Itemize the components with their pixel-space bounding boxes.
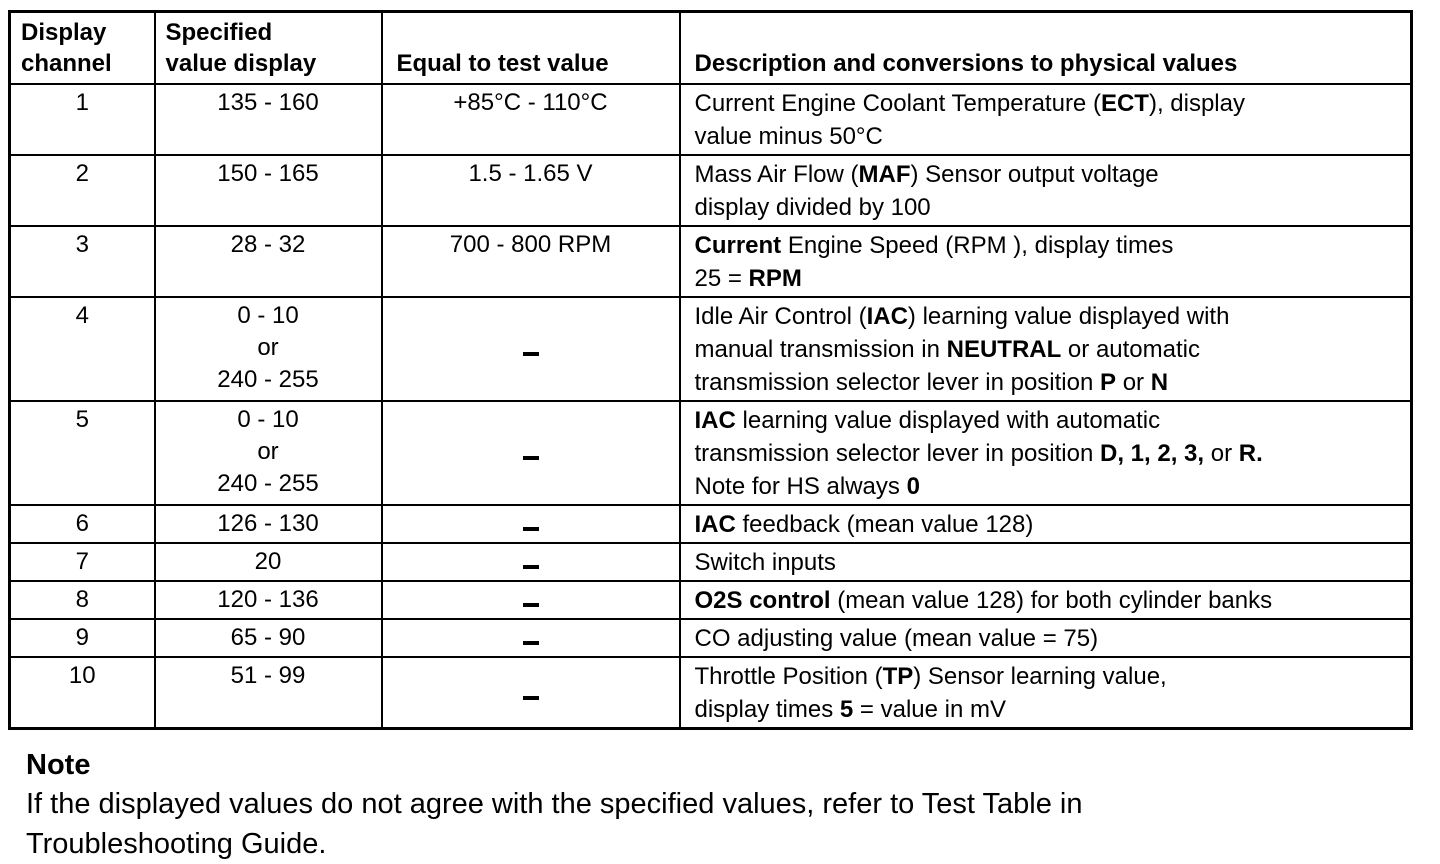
- cell-test-value: [382, 297, 680, 401]
- specified-value-line: or: [257, 333, 279, 361]
- description-text: or: [1204, 439, 1239, 467]
- cell-display-channel: 4: [10, 297, 155, 401]
- description-bold-text: RPM: [748, 264, 802, 292]
- cell-test-value: [382, 401, 680, 505]
- header-channel-line: channel: [21, 49, 112, 77]
- description-bold-text: MAF: [858, 160, 911, 188]
- header-channel-line: Display: [21, 18, 107, 46]
- cell-description: [680, 543, 1412, 581]
- cell-specified-value: [155, 155, 382, 226]
- description-text: or automatic: [1061, 335, 1200, 363]
- header-description: Description and conversions to physical values: [680, 12, 1412, 84]
- description-text: display times: [694, 695, 840, 723]
- specified-value-line: 0 - 10: [237, 301, 299, 329]
- description-text: Switch inputs: [694, 548, 836, 576]
- cell-specified-value: [155, 505, 382, 543]
- description-text: Note for HS always: [694, 472, 907, 500]
- table-row: [10, 581, 1412, 619]
- table-row: [10, 155, 1412, 226]
- description-text: ) Sensor learning value,: [913, 662, 1167, 690]
- table-row: [10, 84, 1412, 155]
- cell-specified-value: [155, 657, 382, 729]
- specified-value-line: 150 - 165: [217, 159, 319, 187]
- description-text: (mean value 128) for both cylinder banks: [830, 586, 1273, 614]
- table-row: [10, 226, 1412, 297]
- description-text: transmission selector lever in position: [694, 368, 1101, 396]
- table-row: [10, 401, 1412, 505]
- cell-display-channel: 9: [10, 619, 155, 657]
- cell-description: [680, 155, 1412, 226]
- description-bold-text: IAC: [694, 510, 736, 538]
- description-bold-text: IAC: [866, 302, 908, 330]
- description-bold-text: Current: [694, 231, 782, 259]
- cell-description: [680, 401, 1412, 505]
- cell-test-value: +85°C - 110°C: [382, 84, 680, 155]
- cell-description: [680, 657, 1412, 729]
- cell-description: [680, 297, 1412, 401]
- cell-description: [680, 505, 1412, 543]
- spec-table: [8, 10, 1413, 730]
- table-body: [10, 84, 1412, 729]
- description-bold-text: D, 1, 2, 3,: [1100, 439, 1205, 467]
- description-text: ) Sensor output voltage: [910, 160, 1159, 188]
- cell-specified-value: [155, 619, 382, 657]
- specified-value-line: 51 - 99: [230, 661, 306, 689]
- cell-test-value: [382, 657, 680, 729]
- table-row: [10, 619, 1412, 657]
- description-bold-text: ECT: [1100, 89, 1149, 117]
- cell-description: [680, 84, 1412, 155]
- cell-test-value: 1.5 - 1.65 V: [382, 155, 680, 226]
- note-text: [26, 784, 1406, 864]
- specified-value-line: 240 - 255: [217, 469, 319, 497]
- description-text: 25 =: [694, 264, 749, 292]
- cell-display-channel: 7: [10, 543, 155, 581]
- description-text: transmission selector lever in position: [694, 439, 1101, 467]
- header-specified-line: value display: [165, 49, 317, 77]
- description-text: feedback (mean value 128): [735, 510, 1034, 538]
- note-section: [26, 746, 1406, 864]
- dash-mark: [523, 696, 539, 700]
- description-text: learning value displayed with automatic: [735, 406, 1161, 434]
- description-bold-text: IAC: [694, 406, 736, 434]
- description-text: value minus 50°C: [694, 122, 883, 150]
- description-bold-text: R.: [1238, 439, 1263, 467]
- specified-value-line: 135 - 160: [217, 88, 319, 116]
- header-test-value: Equal to test value: [382, 12, 680, 84]
- specified-value-line: 240 - 255: [217, 365, 319, 393]
- description-bold-text: N: [1150, 368, 1169, 396]
- header-specified-value: [155, 12, 382, 84]
- cell-specified-value: [155, 581, 382, 619]
- description-text: Throttle Position (: [694, 662, 883, 690]
- description-text: = value in mV: [853, 695, 1006, 723]
- description-text: Current Engine Coolant Temperature (: [694, 89, 1101, 117]
- description-text: ) learning value displayed with: [907, 302, 1230, 330]
- note-title: Note: [26, 749, 91, 781]
- description-bold-text: 0: [906, 472, 920, 500]
- dash-mark: [523, 527, 539, 531]
- cell-display-channel: 2: [10, 155, 155, 226]
- note-text-line: If the displayed values do not agree with the specified values, refer to Test Table in: [26, 788, 1083, 820]
- cell-test-value: [382, 543, 680, 581]
- description-text: or: [1116, 368, 1151, 396]
- specified-value-line: 120 - 136: [217, 585, 319, 613]
- table-row: [10, 505, 1412, 543]
- cell-description: [680, 581, 1412, 619]
- cell-specified-value: [155, 226, 382, 297]
- description-bold-text: O2S control: [694, 586, 831, 614]
- table-row: [10, 657, 1412, 729]
- cell-test-value: [382, 505, 680, 543]
- table-row: [10, 297, 1412, 401]
- description-text: manual transmission in: [694, 335, 947, 363]
- table-header-row: [10, 12, 1412, 84]
- dash-mark: [523, 565, 539, 569]
- cell-display-channel: 3: [10, 226, 155, 297]
- cell-display-channel: 5: [10, 401, 155, 505]
- dash-mark: [523, 456, 539, 460]
- description-bold-text: NEUTRAL: [946, 335, 1062, 363]
- cell-specified-value: [155, 84, 382, 155]
- description-text: Engine Speed (RPM ), display times: [781, 231, 1174, 259]
- cell-specified-value: [155, 543, 382, 581]
- description-text: CO adjusting value (mean value = 75): [694, 624, 1099, 652]
- cell-display-channel: 8: [10, 581, 155, 619]
- cell-display-channel: 1: [10, 84, 155, 155]
- description-bold-text: 5: [839, 695, 854, 723]
- specified-value-line: 20: [254, 547, 282, 575]
- description-bold-text: TP: [882, 662, 914, 690]
- header-display-channel: [10, 12, 155, 84]
- dash-mark: [523, 352, 539, 356]
- cell-display-channel: 10: [10, 657, 155, 729]
- cell-test-value: 700 - 800 RPM: [382, 226, 680, 297]
- table-row: [10, 543, 1412, 581]
- dash-mark: [523, 603, 539, 607]
- description-text: ), display: [1148, 89, 1245, 117]
- note-text-line: Troubleshooting Guide.: [26, 828, 327, 860]
- specified-value-line: 126 - 130: [217, 509, 319, 537]
- description-text: Idle Air Control (: [694, 302, 867, 330]
- description-bold-text: P: [1100, 368, 1117, 396]
- cell-description: [680, 226, 1412, 297]
- cell-test-value: [382, 619, 680, 657]
- cell-display-channel: 6: [10, 505, 155, 543]
- description-text: display divided by 100: [694, 193, 931, 221]
- cell-specified-value: [155, 401, 382, 505]
- specified-value-line: 65 - 90: [230, 623, 306, 651]
- cell-test-value: [382, 581, 680, 619]
- dash-mark: [523, 641, 539, 645]
- specified-value-line: or: [257, 437, 279, 465]
- specified-value-line: 28 - 32: [230, 230, 306, 258]
- header-specified-line: Specified: [165, 18, 273, 46]
- description-text: Mass Air Flow (: [694, 160, 859, 188]
- cell-specified-value: [155, 297, 382, 401]
- cell-description: [680, 619, 1412, 657]
- specified-value-line: 0 - 10: [237, 405, 299, 433]
